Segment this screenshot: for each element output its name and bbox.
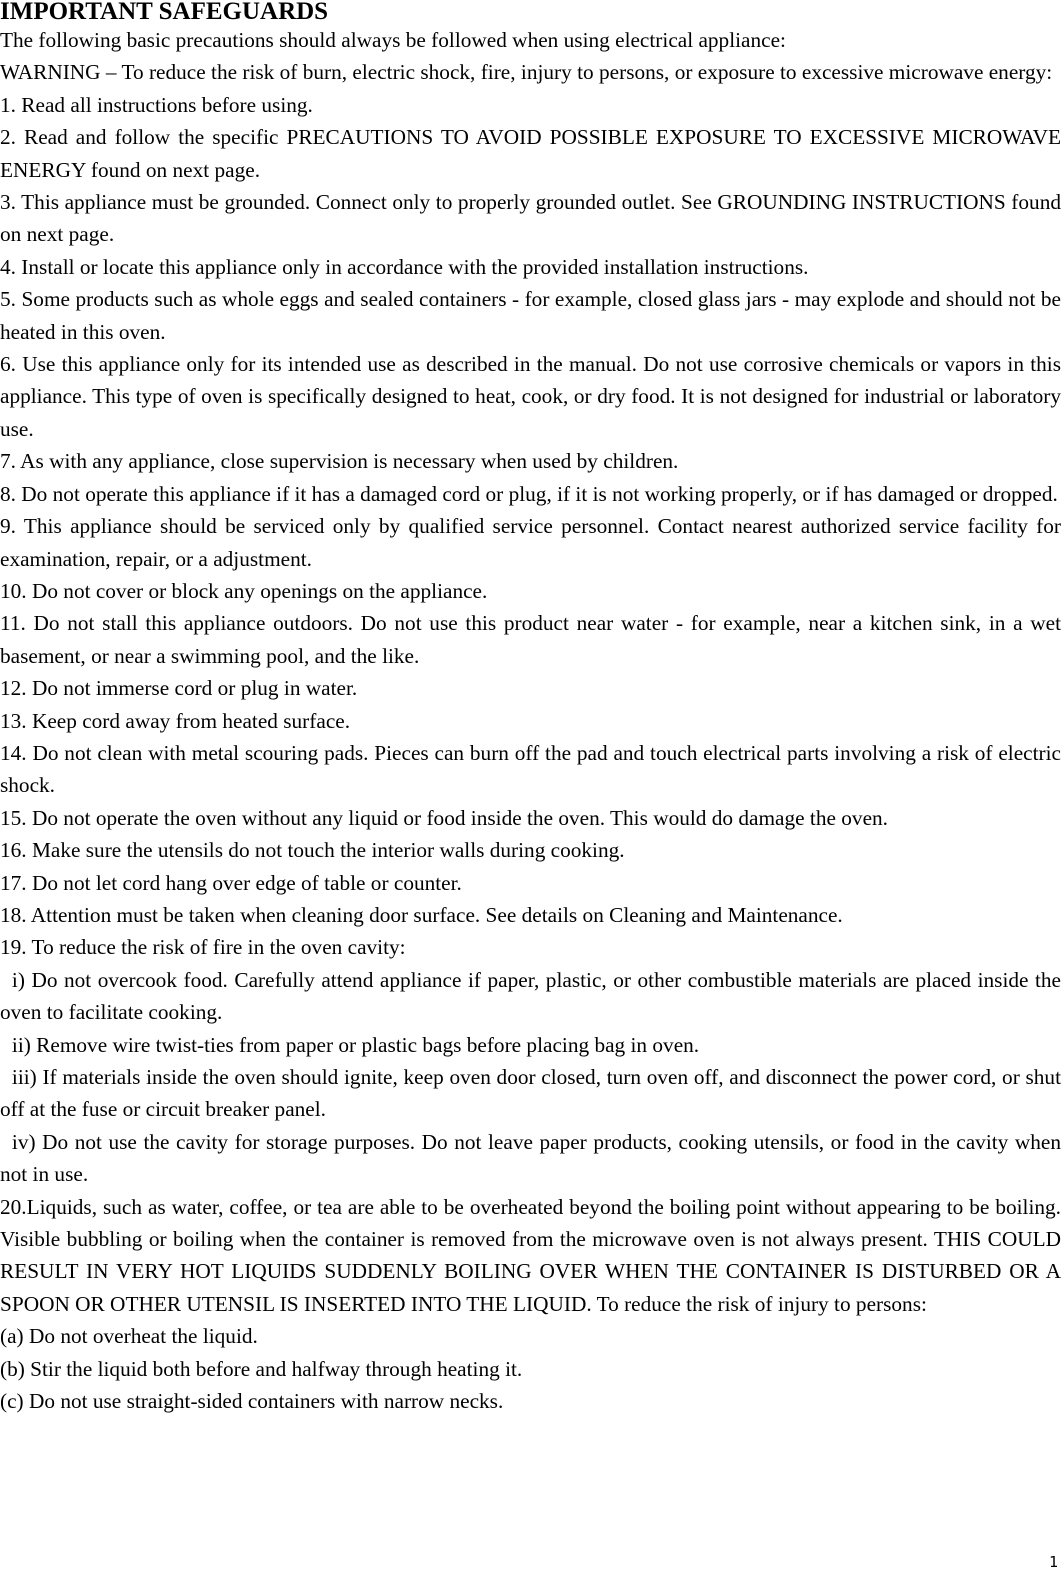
list-item-15: 15. Do not operate the oven without any liquid or food inside the oven. This would do damage the oven. [0, 805, 888, 830]
sub-item-iii: iii) If materials inside the oven should ignite, keep oven door closed, turn oven off, and disconnect the power cord, or shut off at the fuse or circuit breaker panel. [0, 1065, 1061, 1122]
sub-item-b: (b) Stir the liquid both before and halfway through heating it. [0, 1356, 523, 1381]
document-body [0, 24, 1061, 1417]
list-item-1: 1. Read all instructions before using. [0, 92, 313, 117]
sub-item-iv: iv) Do not use the cavity for storage purposes. Do not leave paper products, cooking utensils, or food in the cavity when not in use. [0, 1129, 1061, 1187]
list-item-19: 19. To reduce the risk of fire in the oven cavity: [0, 935, 406, 960]
list-item-3: 3. This appliance must be grounded. Connect only to properly grounded outlet. See GROUNDING INSTRUCTIONS found on next page. [0, 190, 1061, 247]
sub-item-a: (a) Do not overheat the liquid. [0, 1324, 258, 1349]
list-item-11: 11. Do not stall this appliance outdoors. Do not use this product near water - for example, near a kitchen sink, in a wet basement, or near a swimming pool, and the like. [0, 611, 1061, 668]
list-item-6: 6. Use this appliance only for its intended use as described in the manual. Do not use corrosive chemicals or vapors in this appliance. This type of oven is specifically designed to heat, cook, or dry food. It is not designed for industrial or laboratory use. [0, 352, 1061, 441]
sub-item-c: (c) Do not use straight-sided containers with narrow necks. [0, 1389, 504, 1414]
list-item-10: 10. Do not cover or block any openings on the appliance. [0, 578, 488, 603]
page-number: 1 [1048, 1553, 1058, 1571]
list-item-14: 14. Do not clean with metal scouring pads. Pieces can burn off the pad and touch electrical parts involving a risk of electric shock. [0, 740, 1061, 798]
list-item-2: 2. Read and follow the specific PRECAUTIONS TO AVOID POSSIBLE EXPOSURE TO EXCESSIVE MICROWAVE ENERGY found on next page. [0, 125, 1061, 182]
list-item-9: 9. This appliance should be serviced only by qualified service personnel. Contact nearest authorized service facility for examination, repair, or a adjustment. [0, 514, 1061, 571]
list-item-18: 18. Attention must be taken when cleaning door surface. See details on Cleaning and Maintenance. [0, 902, 843, 927]
sub-item-ii: ii) Remove wire twist-ties from paper or plastic bags before placing bag in oven. [11, 1032, 700, 1057]
sub-item-i: i) Do not overcook food. Carefully attend appliance if paper, plastic, or other combustible materials are placed inside the oven to facilitate cooking. [0, 967, 1061, 1025]
list-item-7: 7. As with any appliance, close supervision is necessary when used by children. [0, 449, 679, 474]
list-item-5: 5. Some products such as whole eggs and sealed containers - for example, closed glass jars - may explode and should not be heated in this oven. [0, 287, 1061, 344]
paragraph-intro: The following basic precautions should always be followed when using electrical appliance: [0, 28, 786, 52]
list-item-4: 4. Install or locate this appliance only in accordance with the provided installation instructions. [0, 254, 809, 279]
list-item-8: 8. Do not operate this appliance if it has a damaged cord or plug, if it is not working properly, or if has damaged or dropped. [0, 481, 1058, 506]
paragraph-warning: WARNING – To reduce the risk of burn, electric shock, fire, injury to persons, or exposure to excessive microwave energy: [0, 60, 1053, 85]
list-item-16: 16. Make sure the utensils do not touch the interior walls during cooking. [0, 838, 625, 863]
list-item-20: 20.Liquids, such as water, coffee, or tea are able to be overheated beyond the boiling point without appearing to be boiling. Visible bubbling or boiling when the container is removed from the microwave oven is not always present. THIS COULD RESULT IN VERY HOT LIQUIDS SUDDENLY BOILING OVER WHEN THE CONTAINER IS DISTURBED OR A SPOON OR OTHER UTENSIL IS INSERTED INTO THE LIQUID. To reduce the risk of injury to persons: [0, 1194, 1061, 1316]
list-item-12: 12. Do not immerse cord or plug in water. [0, 676, 358, 701]
list-item-13: 13. Keep cord away from heated surface. [0, 708, 351, 733]
document-title: IMPORTANT SAFEGUARDS [0, 0, 329, 25]
list-item-17: 17. Do not let cord hang over edge of table or counter. [0, 870, 462, 895]
